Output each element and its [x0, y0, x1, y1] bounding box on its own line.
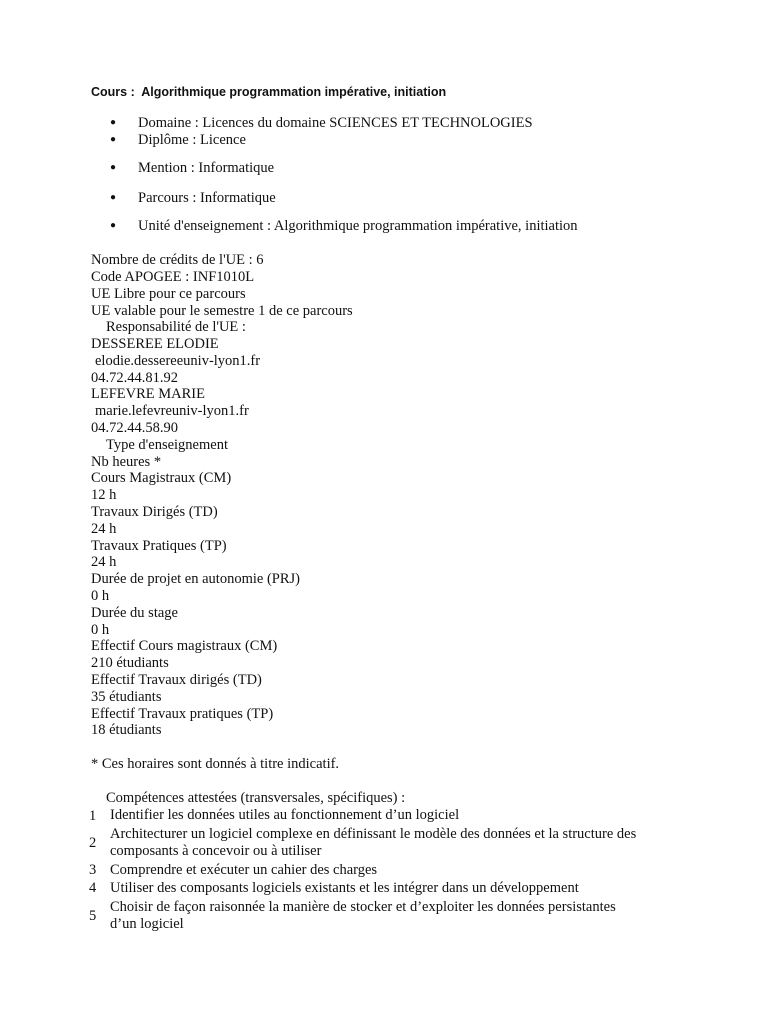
effectif-cm-label: Effectif Cours magistraux (CM) — [91, 638, 278, 654]
stage-hours: 0 h — [91, 622, 110, 638]
course-prefix: Cours : — [91, 85, 135, 99]
responsabilite-heading: Responsabilité de l'UE : — [106, 319, 246, 335]
effectif-tp-label: Effectif Travaux pratiques (TP) — [91, 706, 274, 722]
nb-heures-label: Nb heures * — [91, 454, 162, 470]
responsable-1-name: DESSEREE ELODIE — [91, 336, 219, 352]
ue-semestre-line: UE valable pour le semestre 1 de ce parcours — [91, 303, 353, 319]
responsable-2-name: LEFEVRE MARIE — [91, 386, 205, 402]
type-enseignement-heading: Type d'enseignement — [106, 437, 228, 453]
prj-label: Durée de projet en autonomie (PRJ) — [91, 571, 300, 587]
competence-text: Utiliser des composants logiciels existants et les intégrer dans un développement — [110, 880, 579, 896]
effectif-td-label: Effectif Travaux dirigés (TD) — [91, 672, 262, 688]
apogee-code-line: Code APOGEE : INF1010L — [91, 269, 255, 285]
bullet-dot-icon: ● — [110, 192, 117, 203]
competence-text: Identifier les données utiles au fonctionnement d’un logiciel — [110, 807, 460, 823]
stage-label: Durée du stage — [91, 605, 178, 621]
course-heading — [91, 85, 446, 99]
competence-number: 2 — [89, 835, 97, 851]
td-hours: 24 h — [91, 521, 117, 537]
course-title: Algorithmique programmation impérative, initiation — [141, 85, 447, 99]
footnote: * Ces horaires sont donnés à titre indicatif. — [91, 756, 340, 772]
competence-number: 5 — [89, 908, 97, 924]
competence-number: 4 — [89, 880, 97, 896]
competence-text-continued: d’un logiciel — [110, 916, 184, 932]
effectif-cm-value: 210 étudiants — [91, 655, 169, 671]
responsable-2-email: marie.lefevreuniv-lyon1.fr — [95, 403, 249, 419]
competence-number: 1 — [89, 808, 97, 824]
cm-hours: 12 h — [91, 487, 117, 503]
bullet-dot-icon: ● — [110, 117, 117, 128]
responsable-2-phone: 04.72.44.58.90 — [91, 420, 178, 436]
tp-label: Travaux Pratiques (TP) — [91, 538, 227, 554]
responsable-1-phone: 04.72.44.81.92 — [91, 370, 178, 386]
responsable-1-email: elodie.dessereeuniv-lyon1.fr — [95, 353, 261, 369]
effectif-td-value: 35 étudiants — [91, 689, 162, 705]
tp-hours: 24 h — [91, 554, 117, 570]
effectif-tp-value: 18 étudiants — [91, 722, 162, 738]
competence-text: Architecturer un logiciel complexe en définissant le modèle des données et la structure des — [110, 826, 637, 842]
competence-number: 3 — [89, 862, 97, 878]
competence-text: Choisir de façon raisonnée la manière de stocker et d’exploiter les données persistantes — [110, 899, 616, 915]
cm-label: Cours Magistraux (CM) — [91, 470, 232, 486]
bullet-dot-icon: ● — [110, 162, 117, 173]
bullet-dot-icon: ● — [110, 134, 117, 145]
credits-line: Nombre de crédits de l'UE : 6 — [91, 252, 264, 268]
competences-heading: Compétences attestées (transversales, spécifiques) : — [106, 790, 406, 806]
document-page: Cours : Algorithmique programmation impérative, initiation ● Domaine : Licences du domaine SCIENCES ET TECHNOLOGIES ● Diplôme : Licence ● Mention : Informatique ● Parcours : Informatique ● Unité d'enseignement : Algorithmique programmation impérative, initiation Nombre de crédits de l'UE : 6 Code APOGEE : INF1010L UE Libre pour ce parcours UE valable pour le semestre 1 de ce parcours Responsabilité de l'UE : DESSEREE ELODIE elodie.dessereeuniv-lyon1.fr 04.72.44.81.92 LEFEVRE MARIE marie.lefevreuniv-lyon1.fr 04.72.44.58.90 Type d'enseignement Nb heures * Cours Magistraux (CM) 12 h Travaux Dirigés (TD) 24 h Travaux Pratiques (TP) 24 h Durée de projet en autonomie (PRJ) 0 h Durée du stage 0 h Effectif Cours magistraux (CM) 210 étudiants Effectif Travaux dirigés (TD) 35 étudiants Effectif Travaux pratiques (TP) 18 étudiants * Ces horaires sont donnés à titre indicatif. Compétences attestées (transversales, spécifiques) : 1 Identifier les données utiles au fonctionnement d’un logiciel 2 Architecturer un logiciel complexe en définissant le modèle des données et la structure des composants à concevoir ou à utiliser 3 Comprendre et exécuter un cahier des charges 4 Utiliser des composants logiciels existants et les intégrer dans un développement 5 Choisir de façon raisonnée la manière de stocker et d’exploiter les données persistantes d’un logiciel — [89, 85, 637, 932]
competence-text-continued: composants à concevoir ou à utiliser — [110, 843, 322, 859]
ue-libre-line: UE Libre pour ce parcours — [91, 286, 246, 302]
td-label: Travaux Dirigés (TD) — [91, 504, 218, 520]
prj-hours: 0 h — [91, 588, 110, 604]
competence-text: Comprendre et exécuter un cahier des charges — [110, 862, 378, 878]
bullet-dot-icon: ● — [110, 220, 117, 231]
